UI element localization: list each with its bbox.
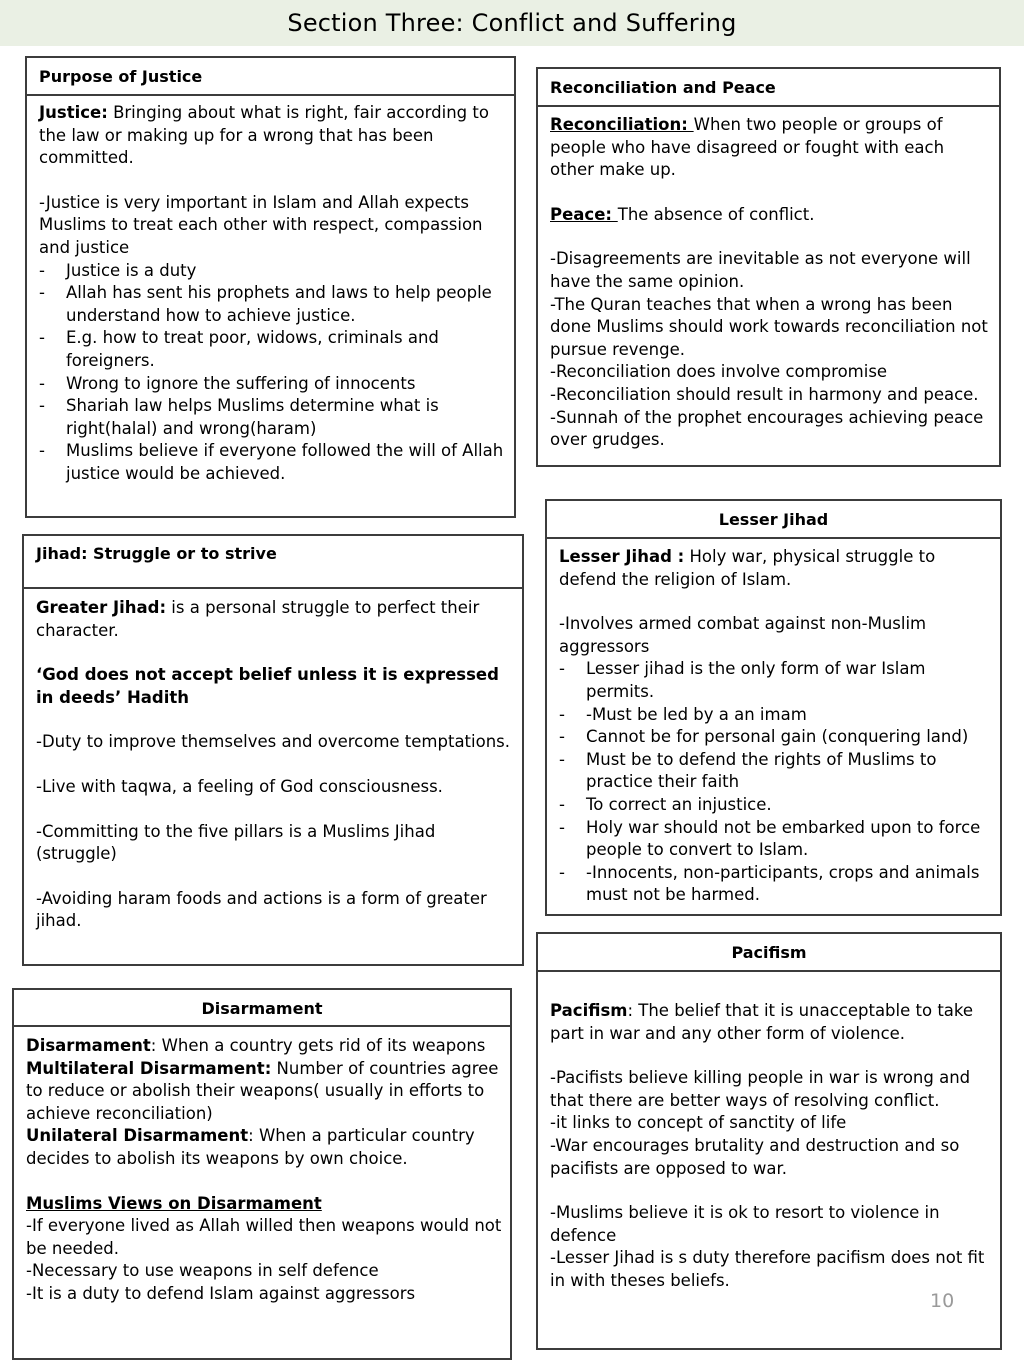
disarmament-definition: Disarmament: When a country gets rid of its weapons bbox=[26, 1036, 486, 1055]
justice-term: Justice: bbox=[39, 103, 108, 122]
list-item: - Must be to defend the rights of Muslims to practice their faith bbox=[559, 749, 937, 792]
list-item: -Duty to improve themselves and overcome temptations. bbox=[36, 732, 511, 752]
list-item: - Muslims believe if everyone followed the will of Allah justice would be achieved. bbox=[39, 441, 504, 483]
list-item: -It is a duty to defend Islam against aggressors bbox=[26, 1283, 416, 1303]
lesser-jihad-intro: -Involves armed combat against non-Muslim aggressors bbox=[559, 614, 927, 656]
greater-jihad-definition: Greater Jihad: is a personal struggle to perfect their character. bbox=[36, 598, 480, 640]
peace-definition: Peace: The absence of conflict. bbox=[550, 204, 815, 224]
list-item: - Holy war should not be embarked upon to force people to convert to Islam. bbox=[559, 817, 981, 860]
page-number: 10 bbox=[930, 1290, 955, 1312]
list-item: -Sunnah of the prophet encourages achieving peace over grudges. bbox=[550, 407, 984, 450]
disarmament-body bbox=[14, 1027, 510, 1306]
unilateral-definition: Unilateral Disarmament: When a particular country decides to abolish its weapons by own choice. bbox=[26, 1126, 475, 1168]
list-item: - Shariah law helps Muslims determine what is right(halal) and wrong(haram) bbox=[39, 396, 439, 438]
jihad-body bbox=[24, 589, 522, 933]
list-item: -Live with taqwa, a feeling of God consciousness. bbox=[36, 776, 443, 796]
list-item: -Committing to the five pillars is a Muslims Jihad (struggle) bbox=[36, 821, 436, 864]
reconciliation-header: Reconciliation and Peace bbox=[538, 69, 999, 107]
lesser-jihad-body bbox=[547, 539, 1000, 907]
reconciliation-definition: Reconciliation: When two people or groups of people who have disagreed or fought with each other make up. bbox=[550, 115, 945, 180]
pacifism-header: Pacifism bbox=[538, 934, 1000, 972]
muslim-views-heading: Muslims Views on Disarmament bbox=[26, 1193, 322, 1213]
list-item: - -Innocents, non-participants, crops and animals must not be harmed. bbox=[559, 862, 980, 905]
pacifism-body bbox=[538, 972, 1000, 1293]
list-item: - To correct an injustice. bbox=[559, 794, 772, 814]
list-item: -Reconciliation does involve compromise bbox=[550, 362, 888, 382]
list-item: -The Quran teaches that when a wrong has been done Muslims should work towards reconciliation not pursue revenge. bbox=[550, 294, 988, 359]
multilateral-definition: Multilateral Disarmament: Number of countries agree to reduce or abolish their weapons( usually in efforts to achieve reconciliation) bbox=[26, 1058, 499, 1123]
list-item: - Cannot be for personal gain (conquering land) bbox=[559, 727, 969, 747]
justice-body bbox=[27, 96, 514, 486]
list-item: -it links to concept of sanctity of life bbox=[550, 1113, 847, 1133]
list-item: -Avoiding haram foods and actions is a form of greater jihad. bbox=[36, 888, 487, 931]
justice-def-text: Bringing about what is right, fair according to the law or making up for a wrong that has been committed. bbox=[39, 103, 489, 168]
reconciliation-box bbox=[536, 67, 1001, 467]
justice-header: Purpose of Justice bbox=[27, 58, 514, 96]
list-item: - Lesser jihad is the only form of war Islam permits. bbox=[559, 659, 926, 701]
list-item: - -Must be led by a an imam bbox=[559, 704, 807, 724]
justice-box bbox=[25, 56, 516, 518]
list-item: -Pacifists believe killing people in war is wrong and that there are better ways of resolving conflict. bbox=[550, 1068, 971, 1110]
list-item: -War encourages brutality and destruction and so pacifists are opposed to war. bbox=[550, 1135, 960, 1178]
list-item: -Disagreements are inevitable as not everyone will have the same opinion. bbox=[550, 249, 971, 291]
list-item: -Necessary to use weapons in self defence bbox=[26, 1261, 379, 1281]
list-item: - Justice is a duty bbox=[39, 260, 197, 280]
list-item: -Muslims believe it is ok to resort to violence in defence bbox=[550, 1203, 940, 1245]
lesser-jihad-box bbox=[545, 499, 1002, 916]
list-item: -Reconciliation should result in harmony and peace. bbox=[550, 384, 979, 404]
justice-definition bbox=[39, 102, 506, 170]
jihad-box bbox=[22, 534, 524, 966]
page-title: Section Three: Conflict and Suffering bbox=[287, 9, 737, 37]
lesser-jihad-definition: Lesser Jihad : Holy war, physical struggle to defend the religion of Islam. bbox=[559, 547, 936, 589]
reconciliation-body bbox=[538, 107, 999, 452]
pacifism-definition: Pacifism: The belief that it is unacceptable to take part in war and any other form of violence. bbox=[550, 1001, 974, 1043]
list-item: - Allah has sent his prophets and laws to help people understand how to achieve justice. bbox=[39, 283, 492, 325]
list-item: - Wrong to ignore the suffering of innocents bbox=[39, 373, 416, 393]
list-item: -Lesser Jihad is s duty therefore pacifism does not fit in with theses beliefs. bbox=[550, 1248, 985, 1290]
disarmament-header: Disarmament bbox=[14, 990, 510, 1027]
disarmament-box bbox=[12, 988, 512, 1360]
hadith-quote: ‘God does not accept belief unless it is expressed in deeds’ Hadith bbox=[36, 665, 499, 707]
list-item: -If everyone lived as Allah willed then weapons would not be needed. bbox=[26, 1216, 502, 1258]
lesser-jihad-header: Lesser Jihad bbox=[547, 501, 1000, 539]
pacifism-box bbox=[536, 932, 1002, 1350]
list-item: - E.g. how to treat poor, widows, criminals and foreigners. bbox=[39, 328, 439, 370]
jihad-header: Jihad: Struggle or to strive bbox=[24, 536, 522, 589]
justice-intro: -Justice is very important in Islam and Allah expects Muslims to treat each other with respect, compassion and justice bbox=[39, 192, 483, 257]
